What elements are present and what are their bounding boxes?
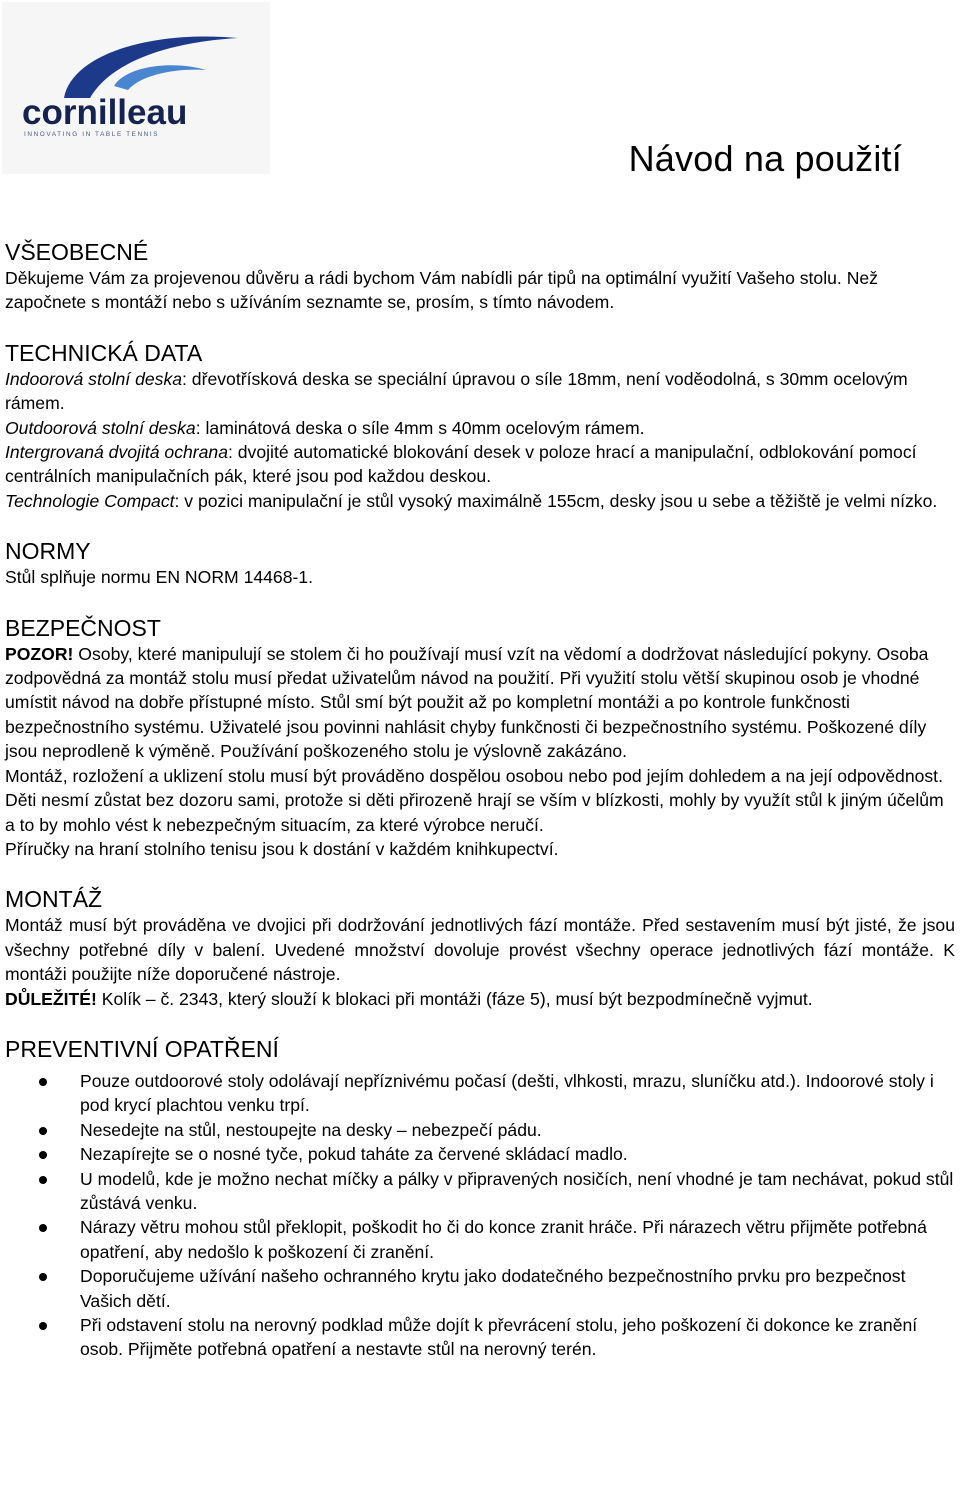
document-body bbox=[5, 238, 955, 1362]
safety-text-2: Montáž, rozložení a uklizení stolu musí být prováděno dospělou osobou nebo pod jejím dohledem a na její odpovědnost. Děti nesmí zůstat bez dozoru sami, protože si děti přirozeně hrají se vším v blízkosti, mohly by využít stůl k jiným účelům a to by mohlo vést k nebezpečným situacím, za které výrobce neručí. bbox=[5, 765, 944, 835]
list-item bbox=[5, 1215, 955, 1264]
list-item-text: Při odstavení stolu na nerovný podklad může dojít k převrácení stolu, jeho poškození či dokonce ke zranění osob. Přijměte potřebná opatření a nestavte stůl na nerovný terén. bbox=[80, 1315, 918, 1360]
important-text: Kolík – č. 2343, který slouží k blokaci při montáži (fáze 5), musí být bezpodmínečně vyjmut. bbox=[96, 988, 813, 1009]
list-item bbox=[5, 1069, 955, 1118]
tech-text: : dvojité automatické blokování desek v poloze hrací a manipulační, odblokování pomocí centrálních manipulačních pák, které jsou pod každou deskou. bbox=[5, 442, 917, 487]
tech-text: : dřevotřísková deska se speciální úpravou o síle 18mm, není voděodolná, s 30mm ocelovým rámem. bbox=[5, 368, 908, 414]
warning-label: POZOR! bbox=[5, 643, 74, 664]
safety-text bbox=[5, 642, 955, 764]
list-item-text: Doporučujeme užívání našeho ochranného krytu jako dodatečného bezpečnostního prvku pro bezpečnost Vašich dětí. bbox=[80, 1266, 906, 1311]
heading-general: VŠEOBECNÉ bbox=[5, 239, 149, 265]
logo-graphic bbox=[2, 2, 270, 174]
tech-item bbox=[5, 440, 955, 489]
page-title: Návod na použití bbox=[628, 138, 902, 179]
list-item bbox=[5, 1142, 955, 1166]
norms-text: Stůl splňuje normu EN NORM 14468-1. bbox=[5, 567, 314, 588]
safety-text-1: Osoby, které manipulují se stolem či ho používají musí vzít na vědomí a dodržovat následující pokyny. Osoba zodpovědná za montáž stolu musí předat uživatelům návod na použití. Při využití stolu větší skupinou osob je vhodné umístit návod na dobře přístupné místo. Stůl smí být použit až po kompletní montáži a po kontrole funkčnosti bezpečnostního systému. Uživatelé jsou povinni nahlásit chyby funkčnosti či bezpečnostního systému. Poškozené díly jsou neprodleně k výměně. Používání poškozeného stolu je výslovně zakázáno. bbox=[5, 643, 929, 762]
assembly-important bbox=[5, 987, 955, 1011]
tech-item bbox=[5, 367, 955, 416]
tech-label: Intergrovaná dvojitá ochrana bbox=[5, 442, 228, 463]
bullet-icon bbox=[39, 1151, 47, 1159]
bullet-icon bbox=[39, 1127, 47, 1135]
list-item bbox=[5, 1167, 955, 1216]
list-item bbox=[5, 1264, 955, 1313]
heading-preventive: PREVENTIVNÍ OPATŘENÍ bbox=[5, 1035, 279, 1062]
tech-text: : v pozici manipulační je stůl vysoký maximálně 155cm, desky jsou u sebe a těžiště je velmi nízko. bbox=[174, 490, 938, 511]
heading-tech: TECHNICKÁ DATA bbox=[5, 339, 203, 366]
bullet-icon bbox=[39, 1322, 47, 1330]
list-item-text: Nárazy větru mohou stůl překlopit, poškodit ho či do konce zranit hráče. Při nárazech větru přijměte potřebná opatření, aby nedošlo k poškození či zranění. bbox=[80, 1217, 927, 1262]
tech-label: Indoorová stolní deska bbox=[5, 368, 183, 389]
list-item bbox=[5, 1313, 955, 1362]
preventive-list bbox=[5, 1069, 955, 1362]
assembly-text: Montáž musí být prováděna ve dvojici při dodržování jednotlivých fází montáže. Před sestavením musí být jisté, že jsou všechny potřebné díly v balení. Uvedené množství dovoluje provést všechny operace jednotlivých fází montáže. K montáži použijte níže doporučené nástroje. bbox=[5, 915, 955, 985]
tech-label: Technologie Compact bbox=[5, 490, 175, 511]
important-label: DŮLEŽITÉ! bbox=[5, 988, 97, 1009]
tech-text: : laminátová deska o síle 4mm s 40mm ocelovým rámem. bbox=[195, 417, 645, 438]
safety-text-3: Příručky na hraní stolního tenisu jsou k dostání v každém knihkupectví. bbox=[5, 838, 559, 859]
heading-norms: NORMY bbox=[5, 538, 91, 565]
list-item-text: Pouze outdoorové stoly odolávají nepříznivému počasí (dešti, vlhkosti, mrazu, sluníčku atd.). Indoorové stoly i pod krycí plachtou venku trpí. bbox=[80, 1070, 934, 1116]
logo-tagline: INNOVATING IN TABLE TENNIS bbox=[24, 131, 160, 138]
tech-item bbox=[5, 416, 955, 440]
bullet-icon bbox=[39, 1273, 47, 1281]
list-item bbox=[5, 1118, 955, 1142]
tech-label: Outdoorová stolní deska bbox=[5, 417, 196, 438]
general-text: Děkujeme Vám za projevenou důvěru a rádi bychom Vám nabídli pár tipů na optimální využití Vašeho stolu. Než započnete s montáží nebo s užíváním seznamte se, prosím, s tímto návodem. bbox=[5, 268, 878, 313]
bullet-icon bbox=[39, 1224, 47, 1232]
cornilleau-logo bbox=[2, 2, 270, 174]
logo-wordmark: cornilleau bbox=[22, 93, 188, 132]
heading-safety: BEZPEČNOST bbox=[5, 614, 161, 641]
list-item-text: Nesedejte na stůl, nestoupejte na desky – nebezpečí pádu. bbox=[80, 1119, 542, 1140]
bullet-icon bbox=[39, 1176, 47, 1184]
bullet-icon bbox=[39, 1078, 47, 1086]
list-item-text: Nezapírejte se o nosné tyče, pokud taháte za červené skládací madlo. bbox=[80, 1144, 628, 1165]
tech-item bbox=[5, 489, 955, 513]
list-item-text: U modelů, kde je možno nechat míčky a pálky v připravených nosičích, není vhodné je tam nechávat, pokud stůl zůstává venku. bbox=[80, 1168, 954, 1213]
heading-assembly: MONTÁŽ bbox=[5, 886, 103, 913]
